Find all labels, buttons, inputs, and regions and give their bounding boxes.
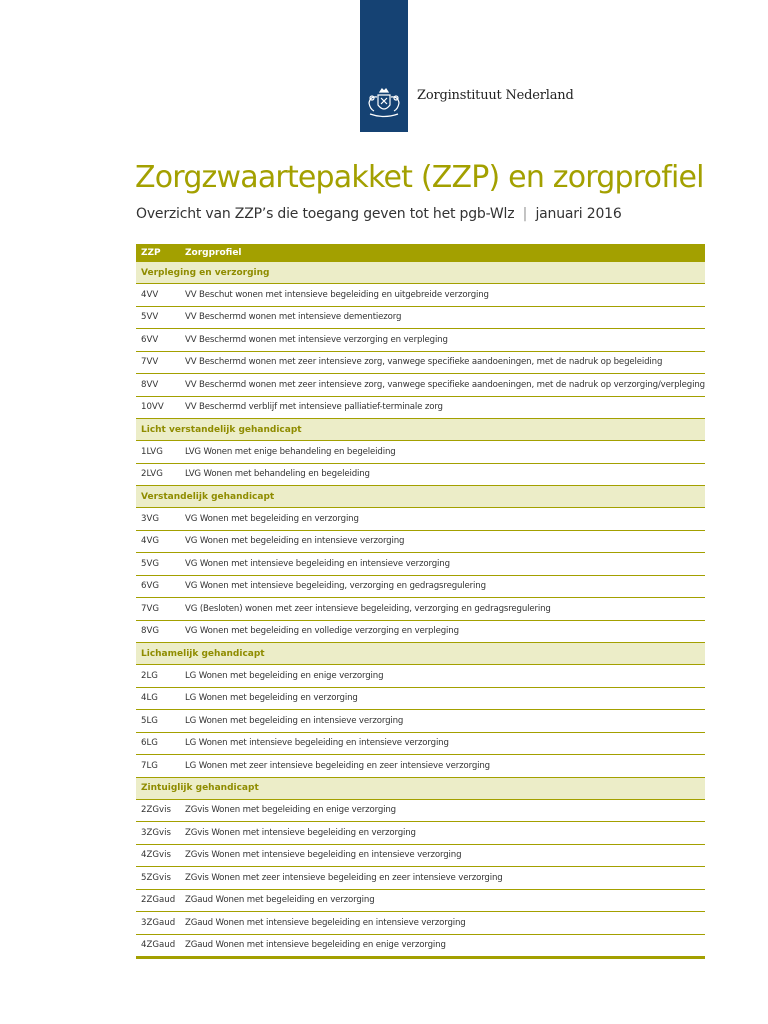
table-row (136, 464, 705, 487)
column-header-zzp: ZZP (141, 248, 161, 258)
table-row (136, 845, 705, 868)
zorgprofiel-description: LG Wonen met intensieve begeleiding en intensieve verzorging (185, 738, 449, 749)
subtitle-date: januari 2016 (535, 206, 622, 222)
table-row (136, 912, 705, 935)
zorgprofiel-description: ZGvis Wonen met begeleiding en enige verzorging (185, 805, 396, 816)
table-row (136, 733, 705, 756)
table-row (136, 755, 705, 778)
table-row (136, 621, 705, 644)
section-header: Licht verstandelijk gehandicapt (136, 419, 705, 441)
zzp-code: 7VV (141, 357, 159, 368)
zzp-code: 5VV (141, 312, 159, 323)
zzp-code: 5VG (141, 558, 160, 569)
section-header: Verstandelijk gehandicapt (136, 486, 705, 508)
zorgprofiel-description: VG Wonen met begeleiding en intensieve verzorging (185, 536, 405, 547)
zorgprofiel-description: VG (Besloten) wonen met zeer intensieve begeleiding, verzorging en gedragsregulering (185, 603, 551, 614)
table-row (136, 688, 705, 711)
page-subtitle (136, 206, 622, 222)
page-title: Zorgzwaartepakket (ZZP) en zorgprofiel (135, 160, 704, 195)
zorgprofiel-description: VV Beschut wonen met intensieve begeleiding en uitgebreide verzorging (185, 289, 489, 300)
zorgprofiel-description: LVG Wonen met enige behandeling en begeleiding (185, 446, 396, 457)
zorgprofiel-description: LG Wonen met begeleiding en verzorging (185, 693, 358, 704)
zorgprofiel-description: ZGvis Wonen met zeer intensieve begeleiding en zeer intensieve verzorging (185, 872, 503, 883)
zorgprofiel-description: LG Wonen met zeer intensieve begeleiding en zeer intensieve verzorging (185, 760, 490, 771)
zzp-code: 10VV (141, 402, 164, 413)
zorgprofiel-description: VV Beschermd wonen met zeer intensieve zorg, vanwege specifieke aandoeningen, met de nadruk op verzorging/verpleging (185, 379, 705, 390)
table-row (136, 890, 705, 913)
zorgprofiel-description: LG Wonen met begeleiding en enige verzorging (185, 670, 384, 681)
table-body (136, 262, 705, 957)
zzp-code: 2LVG (141, 469, 163, 480)
zzp-code: 8VV (141, 379, 159, 390)
subtitle-separator: | (522, 206, 528, 222)
coat-of-arms-icon (360, 84, 408, 124)
zzp-code: 6VG (141, 581, 160, 592)
zorgprofiel-description: VV Beschermd wonen met zeer intensieve zorg, vanwege specifieke aandoeningen, met de nadruk op begeleiding (185, 357, 663, 368)
zzp-code: 4ZGvis (141, 850, 171, 861)
zorgprofiel-description: ZGvis Wonen met intensieve begeleiding en verzorging (185, 827, 416, 838)
zorgprofiel-description: ZGvis Wonen met intensieve begeleiding en intensieve verzorging (185, 850, 462, 861)
table-row (136, 352, 705, 375)
zorgprofiel-description: VG Wonen met begeleiding en volledige verzorging en verpleging (185, 626, 459, 637)
table-row (136, 800, 705, 823)
zzp-code: 7LG (141, 760, 158, 771)
table-row (136, 441, 705, 464)
zzp-code: 4LG (141, 693, 158, 704)
table-row (136, 397, 705, 420)
zzp-code: 3ZGvis (141, 827, 171, 838)
section-header: Lichamelijk gehandicapt (136, 643, 705, 665)
organization-name: Zorginstituut Nederland (417, 88, 574, 103)
zorgprofiel-description: VG Wonen met intensieve begeleiding en intensieve verzorging (185, 558, 450, 569)
table-row (136, 665, 705, 688)
zzp-code: 8VG (141, 626, 160, 637)
table-row (136, 576, 705, 599)
zzp-code: 2ZGvis (141, 805, 171, 816)
zorgprofiel-description: VV Beschermd wonen met intensieve dementiezorg (185, 312, 402, 323)
zzp-code: 3ZGaud (141, 917, 176, 928)
zzp-code: 4ZGaud (141, 940, 176, 951)
zzp-code: 4VV (141, 289, 159, 300)
zzp-code: 6VV (141, 334, 159, 345)
zzp-code: 7VG (141, 603, 160, 614)
zorgprofiel-description: ZGaud Wonen met intensieve begeleiding en enige verzorging (185, 940, 446, 951)
zzp-code: 6LG (141, 738, 158, 749)
subtitle-text: Overzicht van ZZP’s die toegang geven tot het pgb-Wlz (136, 206, 515, 222)
zorgprofiel-description: VG Wonen met begeleiding en verzorging (185, 513, 359, 524)
zzp-code: 5ZGvis (141, 872, 171, 883)
zorgprofiel-description: VV Beschermd wonen met intensieve verzorging en verpleging (185, 334, 448, 345)
zorgprofiel-description: VG Wonen met intensieve begeleiding, verzorging en gedragsregulering (185, 581, 486, 592)
table-row (136, 531, 705, 554)
table-row (136, 307, 705, 330)
zzp-code: 3VG (141, 513, 160, 524)
zzp-table (136, 244, 705, 959)
table-row (136, 822, 705, 845)
zzp-code: 1LVG (141, 446, 163, 457)
table-row (136, 284, 705, 307)
zorgprofiel-description: ZGaud Wonen met begeleiding en verzorging (185, 895, 375, 906)
column-header-zorgprofiel: Zorgprofiel (185, 248, 242, 258)
table-row (136, 867, 705, 890)
section-header: Verpleging en verzorging (136, 262, 705, 284)
zorgprofiel-description: LVG Wonen met behandeling en begeleiding (185, 469, 370, 480)
table-row (136, 710, 705, 733)
zorgprofiel-description: LG Wonen met begeleiding en intensieve verzorging (185, 715, 404, 726)
logo-bar (360, 0, 408, 132)
table-row (136, 553, 705, 576)
table-row (136, 508, 705, 531)
zzp-code: 2LG (141, 670, 158, 681)
zorgprofiel-description: VV Beschermd verblijf met intensieve palliatief-terminale zorg (185, 402, 443, 413)
table-row (136, 598, 705, 621)
zzp-code: 2ZGaud (141, 895, 176, 906)
zorgprofiel-description: ZGaud Wonen met intensieve begeleiding en intensieve verzorging (185, 917, 466, 928)
zzp-code: 5LG (141, 715, 158, 726)
table-row (136, 329, 705, 352)
table-row (136, 935, 705, 958)
zzp-code: 4VG (141, 536, 160, 547)
section-header: Zintuiglijk gehandicapt (136, 778, 705, 800)
table-row (136, 374, 705, 397)
table-header (136, 244, 705, 262)
